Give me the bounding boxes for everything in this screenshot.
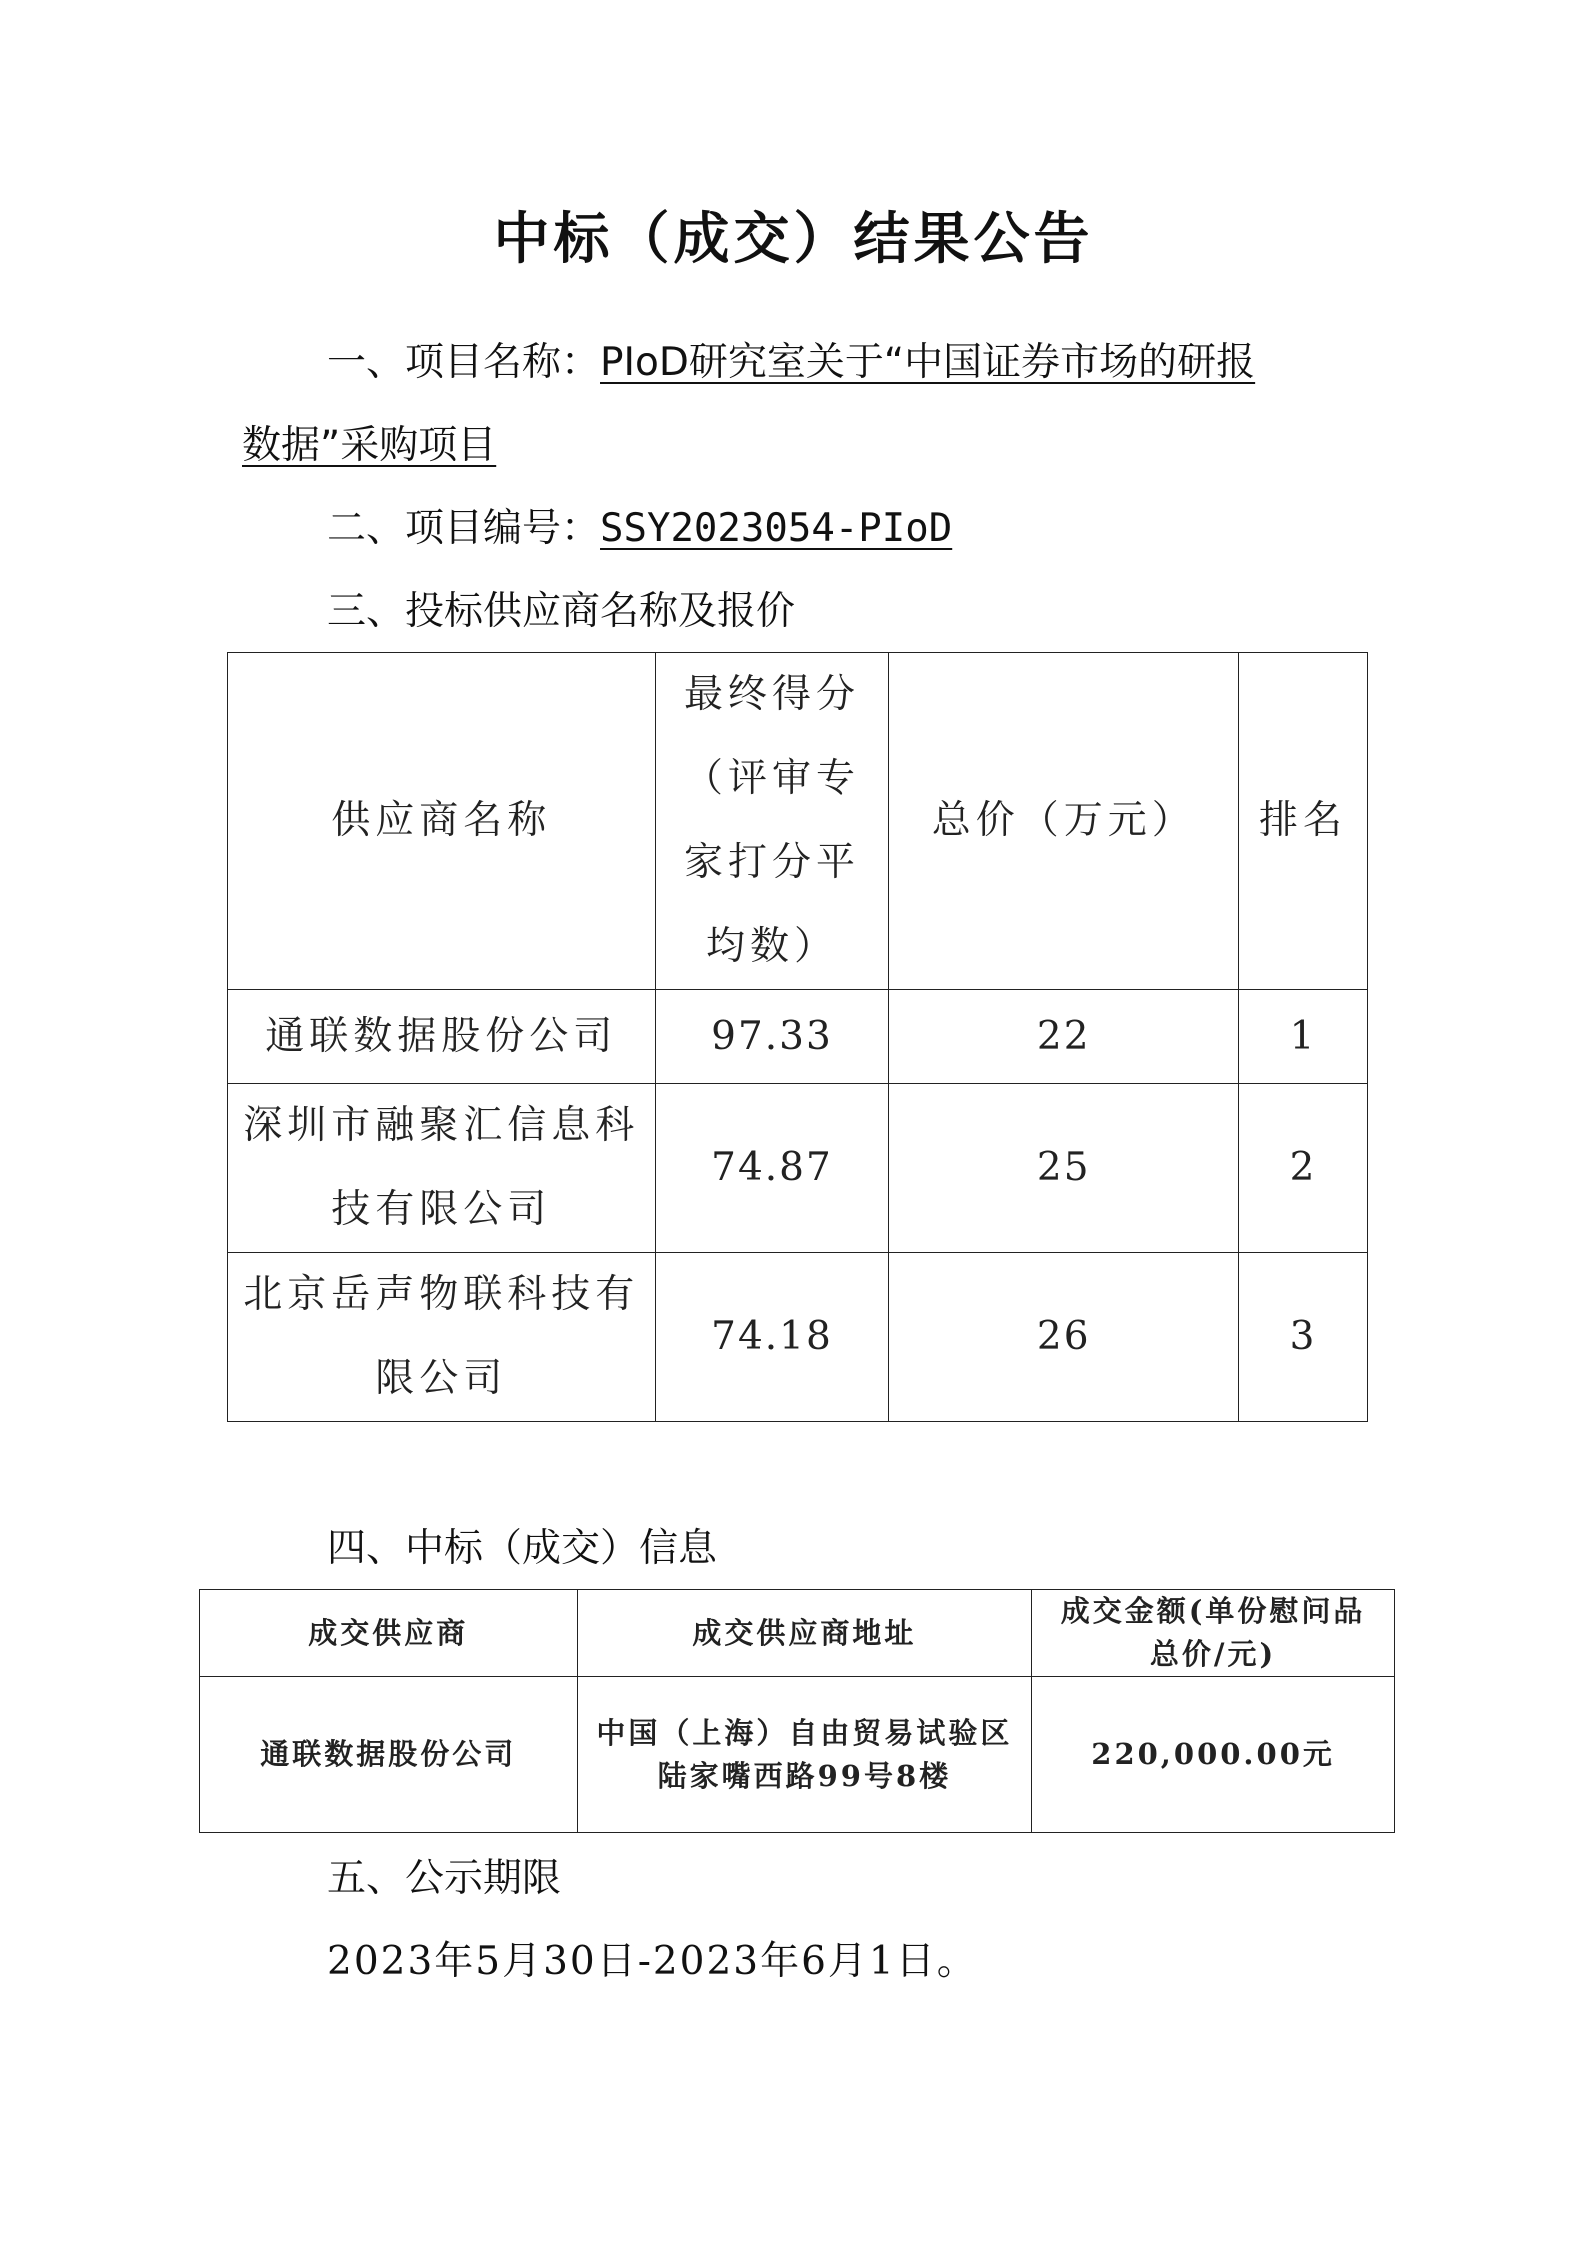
bidders-table bbox=[227, 652, 1368, 1422]
header-rank: 排名 bbox=[1239, 653, 1368, 990]
award-supplier: 通联数据股份公司 bbox=[200, 1677, 578, 1833]
award-address: 中国（上海）自由贸易试验区 陆家嘴西路99号8楼 bbox=[577, 1677, 1032, 1833]
section-bidders-heading: 三、投标供应商名称及报价 bbox=[327, 589, 796, 634]
score-value: 74.87 bbox=[655, 1084, 889, 1253]
header-supplier: 供应商名称 bbox=[228, 653, 656, 990]
project-name-line1 bbox=[327, 340, 1256, 385]
project-code-value: SSY2023054-PIoD bbox=[600, 506, 953, 551]
page-title: 中标（成交）结果公告 bbox=[493, 207, 1094, 272]
project-name-value-cont: 数据”采购项目 bbox=[242, 423, 497, 468]
price-value: 26 bbox=[889, 1253, 1239, 1422]
header-award-address: 成交供应商地址 bbox=[577, 1590, 1032, 1677]
table-row bbox=[228, 990, 1368, 1084]
header-award-amount: 成交金额(单份慰问品 总价/元) bbox=[1032, 1590, 1395, 1677]
score-value: 74.18 bbox=[655, 1253, 889, 1422]
header-score: 最终得分 （评审专 家打分平 均数） bbox=[655, 653, 889, 990]
table-row bbox=[228, 1253, 1368, 1422]
bidders-table-header bbox=[228, 653, 1368, 990]
header-price: 总价（万元） bbox=[889, 653, 1239, 990]
award-table bbox=[199, 1589, 1395, 1833]
project-name-label: 一、项目名称： bbox=[327, 340, 601, 385]
price-value: 25 bbox=[889, 1084, 1239, 1253]
rank-value: 2 bbox=[1239, 1084, 1368, 1253]
table-row bbox=[200, 1677, 1395, 1833]
project-name-line2 bbox=[242, 423, 497, 468]
table-row bbox=[228, 1084, 1368, 1253]
rank-value: 3 bbox=[1239, 1253, 1368, 1422]
section-award-heading: 四、中标（成交）信息 bbox=[327, 1526, 718, 1571]
supplier-name: 北京岳声物联科技有 限公司 bbox=[228, 1253, 656, 1422]
supplier-name: 通联数据股份公司 bbox=[228, 990, 656, 1084]
supplier-name: 深圳市融聚汇信息科 技有限公司 bbox=[228, 1084, 656, 1253]
publicity-period: 2023年5月30日-2023年6月1日。 bbox=[327, 1939, 978, 1984]
section-period-heading: 五、公示期限 bbox=[327, 1856, 562, 1901]
project-name-value: PIoD研究室关于“中国证券市场的研报 bbox=[600, 340, 1256, 385]
award-table-header bbox=[200, 1590, 1395, 1677]
header-award-supplier: 成交供应商 bbox=[200, 1590, 578, 1677]
project-code-line bbox=[327, 506, 953, 551]
price-value: 22 bbox=[889, 990, 1239, 1084]
project-code-label: 二、项目编号： bbox=[327, 506, 601, 551]
score-value: 97.33 bbox=[655, 990, 889, 1084]
award-amount: 220,000.00元 bbox=[1032, 1677, 1395, 1833]
rank-value: 1 bbox=[1239, 990, 1368, 1084]
